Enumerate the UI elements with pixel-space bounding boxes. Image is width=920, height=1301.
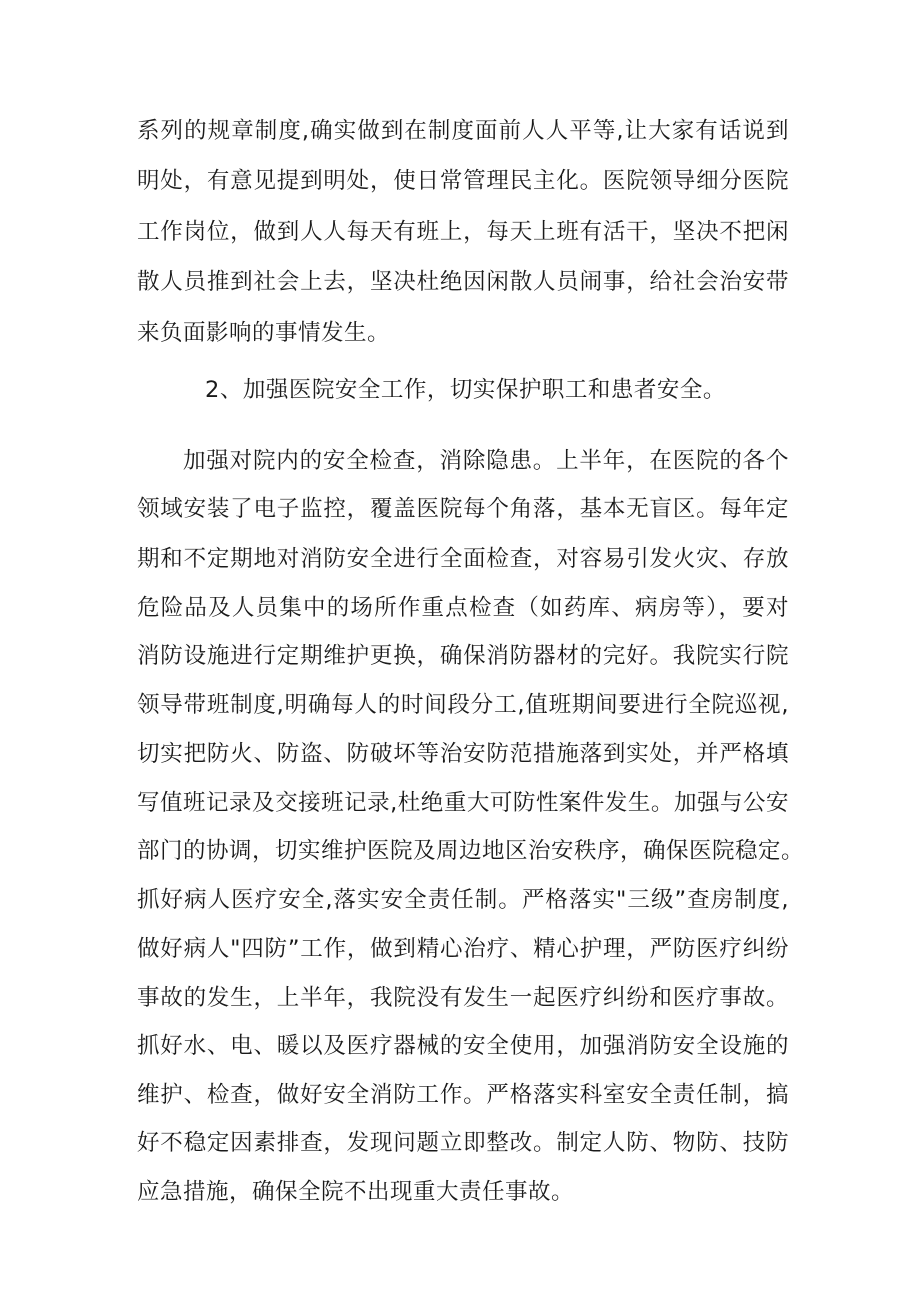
paragraph2-line: 加强对院内的安全检查，消除隐患。上半年，在医院的各个 — [183, 448, 789, 474]
paragraph2-line: 应急措施，确保全院不出现重大责任事故。 — [137, 1179, 575, 1205]
paragraph1-line: 工作岗位，做到人人每天有班上，每天上班有活干，坚决不把闲 — [137, 219, 789, 245]
paragraph2-line: 消防设施进行定期维护更换，确保消防器材的完好。我院实行院 — [137, 643, 789, 669]
paragraph2-line: 好不稳定因素排查，发现问题立即整改。制定人防、物防、技防 — [137, 1130, 789, 1156]
paragraph2-line: 抓好病人医疗安全,落实安全责任制。严格落实"三级”查房制度, — [137, 887, 789, 913]
paragraph2-line: 领导带班制度,明确每人的时间段分工,值班期间要进行全院巡视, — [137, 692, 789, 718]
section-heading: 2、加强医院安全工作，切实保护职工和患者安全。 — [205, 377, 726, 403]
paragraph2-line: 期和不定期地对消防安全进行全面检查，对容易引发火灾、存放 — [137, 546, 789, 572]
paragraph2-line: 抓好水、电、暖以及医疗器械的安全使用，加强消防安全设施的 — [137, 1033, 789, 1059]
paragraph2-line: 维护、检查，做好安全消防工作。严格落实科室安全责任制，搞 — [137, 1082, 789, 1108]
paragraph1-line: 散人员推到社会上去，坚决杜绝因闲散人员闹事，给社会治安带 — [137, 269, 789, 295]
paragraph2-line: 写值班记录及交接班记录,杜绝重大可防性案件发生。加强与公安 — [137, 790, 789, 816]
paragraph1-line: 来负面影响的事情发生。 — [137, 320, 391, 346]
paragraph2-line: 危险品及人员集中的场所作重点检查（如药库、病房等），要对 — [137, 595, 789, 621]
paragraph1-line: 系列的规章制度,确实做到在制度面前人人平等,让大家有话说到 — [137, 118, 789, 144]
paragraph2-line: 部门的协调，切实维护医院及周边地区治安秩序，确保医院稳定。 — [137, 838, 805, 864]
paragraph2-line: 领域安装了电子监控，覆盖医院每个角落，基本无盲区。每年定 — [137, 496, 789, 522]
paragraph2-line: 事故的发生，上半年，我院没有发生一起医疗纠纷和医疗事故。 — [137, 985, 789, 1011]
paragraph2-line: 做好病人"四防”工作，做到精心治疗、精心护理，严防医疗纠纷 — [137, 936, 789, 962]
paragraph2-line: 切实把防火、防盗、防破坏等治安防范措施落到实处，并严格填 — [137, 741, 789, 767]
paragraph1-line: 明处，有意见提到明处，使日常管理民主化。医院领导细分医院 — [137, 168, 789, 194]
